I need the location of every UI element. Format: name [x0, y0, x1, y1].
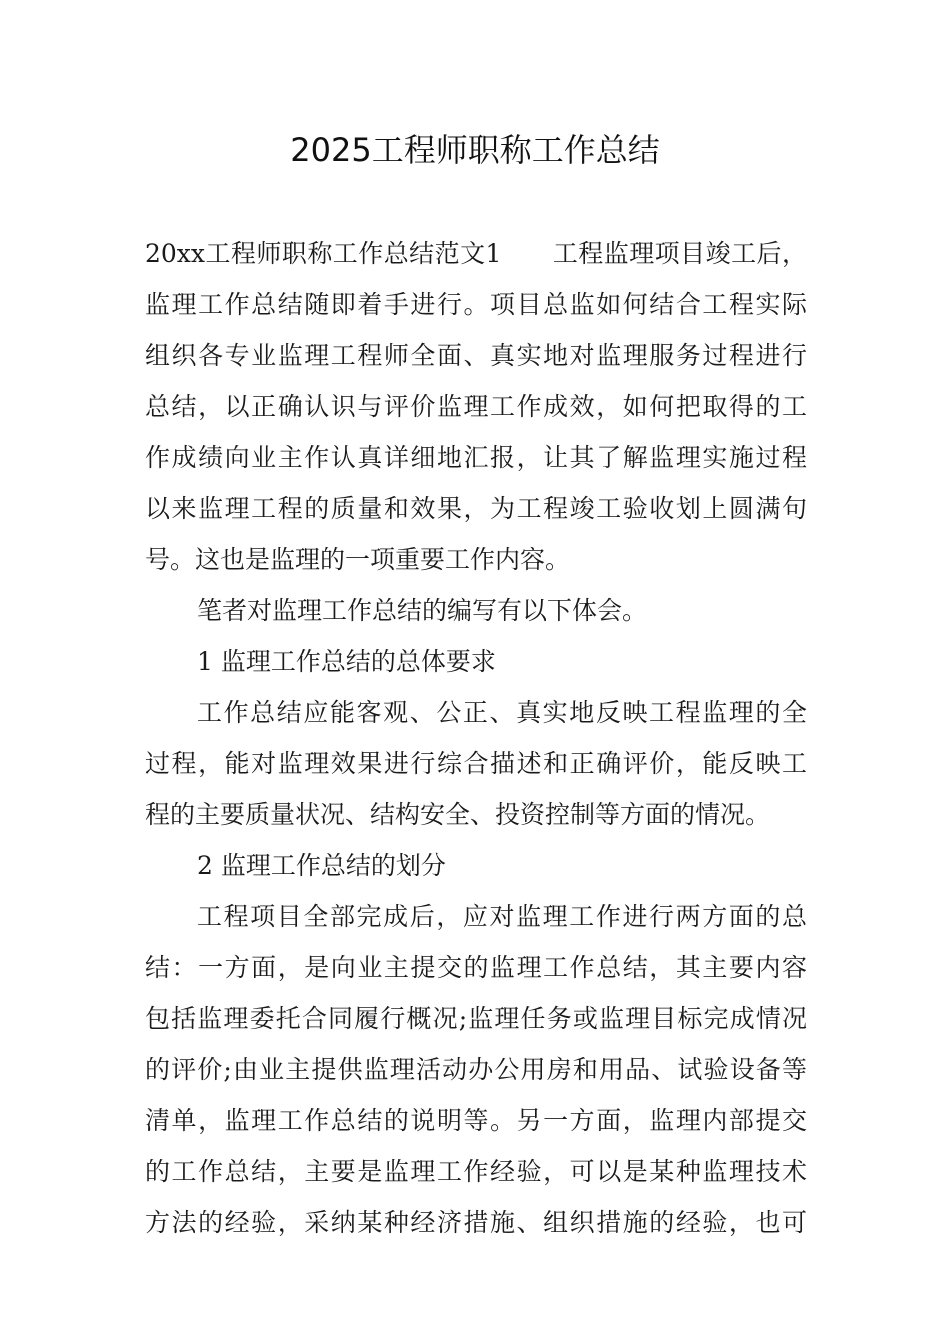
text-line: 的工作总结，主要是监理工作经验，可以是某种监理技术 — [145, 1157, 807, 1186]
text-line: 号。这也是监理的一项重要工作内容。 — [145, 545, 571, 574]
section-heading: 2 监理工作总结的划分 — [197, 851, 446, 880]
text-line: 过程，能对监理效果进行综合描述和正确评价，能反映工 — [145, 749, 807, 778]
text-line: 的评价;由业主提供监理活动办公用房和用品、试验设备等 — [145, 1055, 807, 1084]
text-line: 作成绩向业主作认真详细地汇报，让其了解监理实施过程 — [145, 443, 807, 472]
text-line: 包括监理委托合同履行概况;监理任务或监理目标完成情况 — [145, 1004, 807, 1033]
document-body — [145, 228, 807, 1248]
text-line: 方法的经验，采纳某种经济措施、组织措施的经验，也可 — [145, 1208, 807, 1237]
text-line: 组织各专业监理工程师全面、真实地对监理服务过程进行 — [145, 341, 807, 370]
document-title: 2025工程师职称工作总结 — [290, 131, 660, 169]
text-line: 以来监理工程的质量和效果，为工程竣工验收划上圆满句 — [145, 494, 807, 523]
text-line: 程的主要质量状况、结构安全、投资控制等方面的情况。 — [145, 800, 771, 829]
text-line: 结：一方面，是向业主提交的监理工作总结，其主要内容 — [145, 953, 807, 982]
text-line: 20xx工程师职称工作总结范文1 工程监理项目竣工后， — [145, 239, 807, 268]
section-heading: 1 监理工作总结的总体要求 — [197, 647, 496, 676]
text-line: 总结，以正确认识与评价监理工作成效，如何把取得的工 — [145, 392, 807, 421]
text-line: 监理工作总结随即着手进行。项目总监如何结合工程实际 — [145, 290, 807, 319]
text-line: 工程项目全部完成后，应对监理工作进行两方面的总 — [197, 902, 807, 931]
text-line: 笔者对监理工作总结的编写有以下体会。 — [197, 596, 648, 625]
text-line: 清单，监理工作总结的说明等。另一方面，监理内部提交 — [145, 1106, 807, 1135]
text-line: 工作总结应能客观、公正、真实地反映工程监理的全 — [197, 698, 807, 727]
